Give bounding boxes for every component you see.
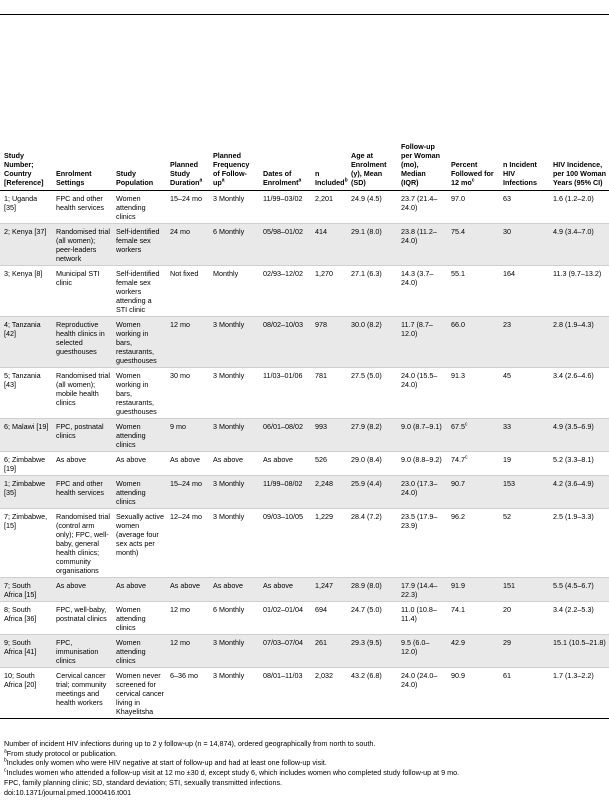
cell-duration: 30 mo	[166, 367, 209, 418]
table-row	[0, 451, 609, 475]
cell-age: 43.2 (6.8)	[347, 667, 397, 718]
cell-incidence: 4.9 (3.5–6.9)	[549, 418, 609, 451]
cell-n: 414	[311, 223, 347, 265]
cell-followup: 14.3 (3.7–24.0)	[397, 265, 447, 316]
cell-dates: 11/99–03/02	[259, 190, 311, 223]
cell-followup: 23.5 (17.9–23.9)	[397, 508, 447, 577]
cell-population: Women attending clinics	[112, 601, 166, 634]
cell-frequency: 3 Monthly	[209, 508, 259, 577]
cell-study: 9; South Africa [41]	[0, 634, 52, 667]
cell-population: Women attending clinics	[112, 418, 166, 451]
cell-settings: Municipal STI clinic	[52, 265, 112, 316]
cell-duration: 12 mo	[166, 316, 209, 367]
cell-percent: 96.2	[447, 508, 499, 577]
cell-infections: 33	[499, 418, 549, 451]
cell-settings: FPC and other health services	[52, 190, 112, 223]
footnote-a: $^a$From study protocol or publication.	[4, 748, 118, 758]
cell-duration: 15–24 mo	[166, 190, 209, 223]
table-row	[0, 577, 609, 601]
cell-dates: As above	[259, 451, 311, 475]
cell-age: 28.9 (8.0)	[347, 577, 397, 601]
cell-settings: FPC, well-baby, postnatal clinics	[52, 601, 112, 634]
cell-study: 10; South Africa [20]	[0, 667, 52, 718]
cell-percent: 42.9	[447, 634, 499, 667]
table-footnotes	[4, 739, 604, 797]
cell-dates: 11/99–08/02	[259, 475, 311, 508]
cell-population: Women attending clinics	[112, 190, 166, 223]
cell-population: As above	[112, 577, 166, 601]
cell-age: 24.7 (5.0)	[347, 601, 397, 634]
cell-frequency: 3 Monthly	[209, 316, 259, 367]
cell-incidence: 1.6 (1.2–2.0)	[549, 190, 609, 223]
cell-dates: As above	[259, 577, 311, 601]
cell-settings: As above	[52, 451, 112, 475]
cell-settings: Randomised trial (all women); mobile health clinics	[52, 367, 112, 418]
cell-percent: 90.7	[447, 475, 499, 508]
table-row	[0, 190, 609, 223]
cell-study: 2; Kenya [37]	[0, 223, 52, 265]
cell-duration: As above	[166, 451, 209, 475]
cell-frequency: 6 Monthly	[209, 223, 259, 265]
cell-age: 27.1 (6.3)	[347, 265, 397, 316]
cell-dates: 06/01–08/02	[259, 418, 311, 451]
cell-population: Women working in bars, restaurants, guesthouses	[112, 367, 166, 418]
column-header: Planned Frequency of Follow-$up^a$	[209, 15, 259, 190]
cell-study: 6; Zimbabwe [19]	[0, 451, 52, 475]
cell-study: 1; Uganda [35]	[0, 190, 52, 223]
cell-percent: 74.7$^c$	[447, 451, 499, 475]
cell-infections: 164	[499, 265, 549, 316]
cell-duration: 12 mo	[166, 634, 209, 667]
cell-settings: FPC and other health services	[52, 475, 112, 508]
cell-dates: 07/03–07/04	[259, 634, 311, 667]
column-header: Study Population	[112, 15, 166, 190]
cell-population: Women working in bars, restaurants, guesthouses	[112, 316, 166, 367]
cell-age: 28.4 (7.2)	[347, 508, 397, 577]
cell-percent: 75.4	[447, 223, 499, 265]
column-header: Percent Followed for 12 $mo^c$	[447, 15, 499, 190]
cell-incidence: 5.2 (3.3–8.1)	[549, 451, 609, 475]
cell-settings: Randomised trial (control arm only); FPC, well-baby, general health clinics; community organisations	[52, 508, 112, 577]
cell-study: 1; Zimbabwe [35]	[0, 475, 52, 508]
cell-settings: FPC, immunisation clinics	[52, 634, 112, 667]
cell-percent: 90.9	[447, 667, 499, 718]
column-header: Study Number; Country [Reference]	[0, 15, 52, 190]
doi-link[interactable]: doi:10.1371/journal.pmed.1000416.t001	[4, 787, 132, 797]
cell-n: 2,248	[311, 475, 347, 508]
cell-percent: 67.5$^c$	[447, 418, 499, 451]
footnote-c: $^c$Includes women who attended a follow-up visit at 12 mo ±30 d, except study 6, which includes women who completed study follow-up at 9 mo.	[4, 767, 460, 778]
table-row	[0, 601, 609, 634]
cell-infections: 63	[499, 190, 549, 223]
cell-incidence: 3.4 (2.2–5.3)	[549, 601, 609, 634]
cell-frequency: 3 Monthly	[209, 634, 259, 667]
cell-followup: 9.5 (6.0–12.0)	[397, 634, 447, 667]
cell-followup: 24.0 (24.0–24.0)	[397, 667, 447, 718]
cell-dates: 05/98–01/02	[259, 223, 311, 265]
cell-study: 3; Kenya [8]	[0, 265, 52, 316]
cell-study: 4; Tanzania [42]	[0, 316, 52, 367]
cell-frequency: 3 Monthly	[209, 190, 259, 223]
hiv-incidence-table	[0, 15, 609, 719]
cell-study: 8; South Africa [36]	[0, 601, 52, 634]
cell-followup: 17.9 (14.4–22.3)	[397, 577, 447, 601]
cell-study: 5; Tanzania [43]	[0, 367, 52, 418]
cell-percent: 74.1	[447, 601, 499, 634]
cell-n: 1,229	[311, 508, 347, 577]
cell-age: 25.9 (4.4)	[347, 475, 397, 508]
cell-n: 1,270	[311, 265, 347, 316]
column-header: Age at Enrolment (y), Mean (SD)	[347, 15, 397, 190]
cell-n: 993	[311, 418, 347, 451]
cell-duration: 6–36 mo	[166, 667, 209, 718]
cell-population: Women attending clinics	[112, 475, 166, 508]
cell-settings: Reproductive health clinics in selected guesthouses	[52, 316, 112, 367]
column-header: n Included$^b$	[311, 15, 347, 190]
cell-percent: 97.0	[447, 190, 499, 223]
cell-infections: 151	[499, 577, 549, 601]
cell-followup: 11.0 (10.8–11.4)	[397, 601, 447, 634]
cell-dates: 11/03–01/06	[259, 367, 311, 418]
cell-followup: 23.7 (21.4–24.0)	[397, 190, 447, 223]
cell-n: 694	[311, 601, 347, 634]
cell-followup: 11.7 (8.7–12.0)	[397, 316, 447, 367]
cell-infections: 30	[499, 223, 549, 265]
cell-frequency: 3 Monthly	[209, 367, 259, 418]
table-row	[0, 634, 609, 667]
table-row	[0, 475, 609, 508]
cell-age: 27.5 (5.0)	[347, 367, 397, 418]
cell-study: 7; Zimbabwe, [15]	[0, 508, 52, 577]
cell-infections: 52	[499, 508, 549, 577]
cell-incidence: 3.4 (2.6–4.6)	[549, 367, 609, 418]
footnote-abbreviations: FPC, family planning clinic; SD, standard deviation; STI, sexually transmitted infections.	[4, 777, 283, 787]
cell-percent: 91.9	[447, 577, 499, 601]
cell-duration: 9 mo	[166, 418, 209, 451]
cell-followup: 9.0 (8.7–9.1)	[397, 418, 447, 451]
cell-infections: 61	[499, 667, 549, 718]
cell-frequency: As above	[209, 451, 259, 475]
cell-infections: 29	[499, 634, 549, 667]
cell-settings: Randomised trial (all women); peer-leaders network	[52, 223, 112, 265]
cell-n: 2,032	[311, 667, 347, 718]
table-body	[0, 190, 609, 718]
cell-settings: As above	[52, 577, 112, 601]
cell-population: Self-identified female sex workers	[112, 223, 166, 265]
cell-followup: 23.8 (11.2–24.0)	[397, 223, 447, 265]
column-header: Follow-up per Woman (mo), Median (IQR)	[397, 15, 447, 190]
cell-duration: 15–24 mo	[166, 475, 209, 508]
cell-n: 261	[311, 634, 347, 667]
table-row	[0, 418, 609, 451]
cell-n: 1,247	[311, 577, 347, 601]
cell-incidence: 2.5 (1.9–3.3)	[549, 508, 609, 577]
cell-frequency: As above	[209, 577, 259, 601]
cell-settings: FPC, postnatal clinics	[52, 418, 112, 451]
footnote-b: $^b$Includes only women who were HIV negative at start of follow-up and had at least one follow-up visit.	[4, 758, 327, 768]
cell-n: 978	[311, 316, 347, 367]
cell-incidence: 1.7 (1.3–2.2)	[549, 667, 609, 718]
cell-population: As above	[112, 451, 166, 475]
cell-age: 27.9 (8.2)	[347, 418, 397, 451]
cell-age: 30.0 (8.2)	[347, 316, 397, 367]
cell-incidence: 5.5 (4.5–6.7)	[549, 577, 609, 601]
cell-incidence: 4.9 (3.4–7.0)	[549, 223, 609, 265]
cell-population: Women never screened for cervical cancer living in Khayelitsha	[112, 667, 166, 718]
cell-study: 7; South Africa [15]	[0, 577, 52, 601]
table-row	[0, 367, 609, 418]
footnote-summary: Number of incident HIV infections during up to 2 y follow-up (n = 14,874), ordered geographically from north to south.	[4, 739, 376, 748]
cell-dates: 08/02–10/03	[259, 316, 311, 367]
cell-frequency: 6 Monthly	[209, 601, 259, 634]
cell-duration: As above	[166, 577, 209, 601]
cell-frequency: 3 Monthly	[209, 418, 259, 451]
cell-percent: 55.1	[447, 265, 499, 316]
cell-duration: 24 mo	[166, 223, 209, 265]
cell-age: 24.9 (4.5)	[347, 190, 397, 223]
table-row	[0, 223, 609, 265]
cell-incidence: 15.1 (10.5–21.8)	[549, 634, 609, 667]
cell-percent: 66.0	[447, 316, 499, 367]
cell-frequency: Monthly	[209, 265, 259, 316]
cell-incidence: 11.3 (9.7–13.2)	[549, 265, 609, 316]
column-header: Planned Study Duration$^a$	[166, 15, 209, 190]
cell-percent: 91.3	[447, 367, 499, 418]
cell-dates: 08/01–11/03	[259, 667, 311, 718]
cell-frequency: 3 Monthly	[209, 667, 259, 718]
header-row	[0, 15, 609, 190]
cell-age: 29.1 (8.0)	[347, 223, 397, 265]
table-row	[0, 667, 609, 718]
cell-followup: 9.0 (8.8–9.2)	[397, 451, 447, 475]
table-row	[0, 316, 609, 367]
cell-n: 2,201	[311, 190, 347, 223]
column-header: n Incident HIV Infections	[499, 15, 549, 190]
cell-dates: 09/03–10/05	[259, 508, 311, 577]
table-row	[0, 508, 609, 577]
cell-study: 6; Malawi [19]	[0, 418, 52, 451]
cell-infections: 23	[499, 316, 549, 367]
cell-incidence: 2.8 (1.9–4.3)	[549, 316, 609, 367]
table-row	[0, 265, 609, 316]
cell-dates: 02/93–12/02	[259, 265, 311, 316]
cell-frequency: 3 Monthly	[209, 475, 259, 508]
column-header: HIV Incidence, per 100 Woman Years (95% CI)	[549, 15, 609, 190]
cell-n: 526	[311, 451, 347, 475]
cell-settings: Cervical cancer trial; community meetings and health workers	[52, 667, 112, 718]
cell-incidence: 4.2 (3.6–4.9)	[549, 475, 609, 508]
cell-age: 29.0 (8.4)	[347, 451, 397, 475]
cell-population: Self-identified female sex workers attending a STI clinic	[112, 265, 166, 316]
cell-infections: 19	[499, 451, 549, 475]
cell-followup: 24.0 (15.5–24.0)	[397, 367, 447, 418]
cell-population: Sexually active women (average four sex acts per month)	[112, 508, 166, 577]
cell-followup: 23.0 (17.3–24.0)	[397, 475, 447, 508]
cell-duration: 12 mo	[166, 601, 209, 634]
cell-infections: 20	[499, 601, 549, 634]
cell-age: 29.3 (9.5)	[347, 634, 397, 667]
cell-duration: Not fixed	[166, 265, 209, 316]
cell-n: 781	[311, 367, 347, 418]
cell-duration: 12–24 mo	[166, 508, 209, 577]
cell-infections: 153	[499, 475, 549, 508]
cell-infections: 45	[499, 367, 549, 418]
cell-population: Women attending clinics	[112, 634, 166, 667]
column-header: Enrolment Settings	[52, 15, 112, 190]
column-header: Dates of Enrolment$^a$	[259, 15, 311, 190]
cell-dates: 01/02–01/04	[259, 601, 311, 634]
